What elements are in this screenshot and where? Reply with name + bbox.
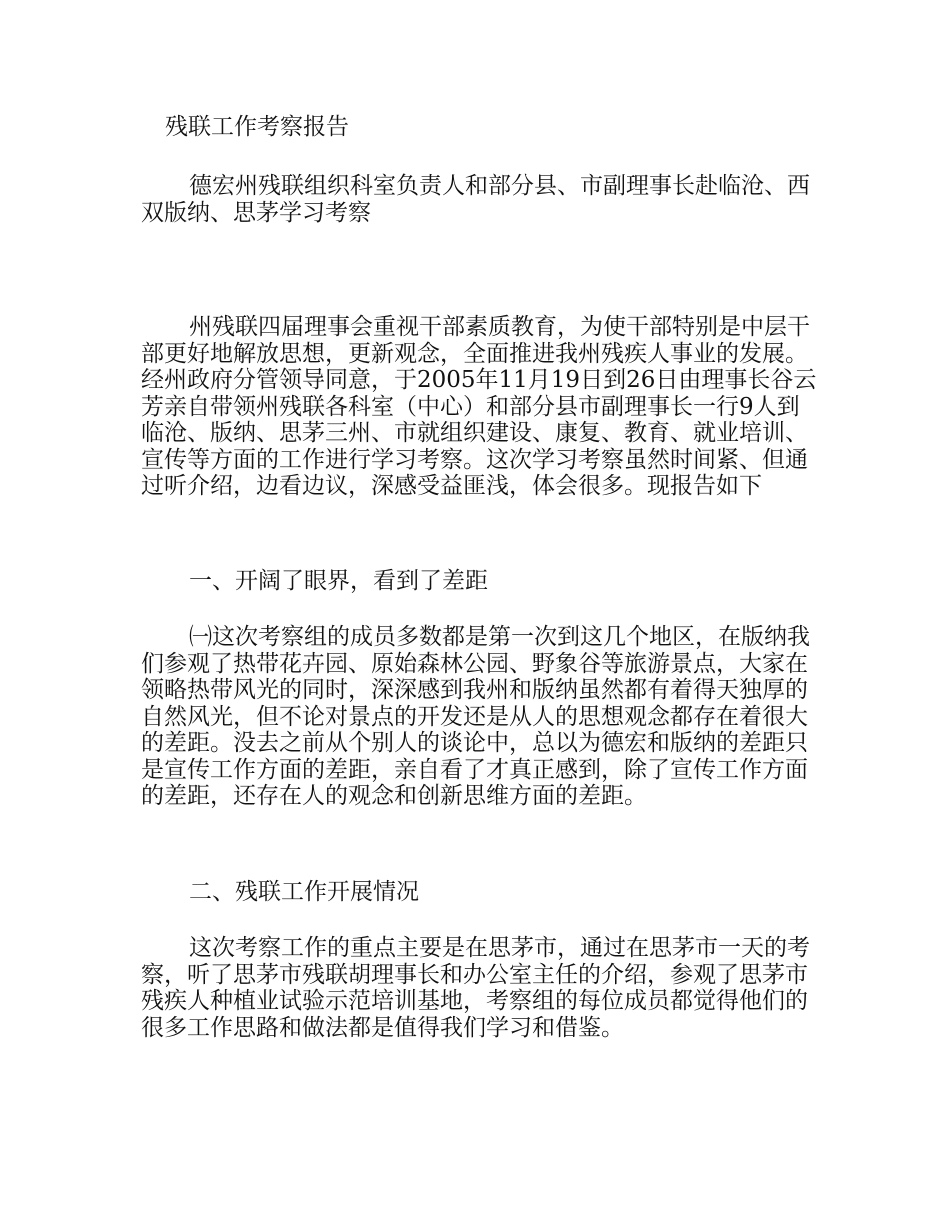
- document-title: 残联工作考察报告: [165, 114, 349, 140]
- paragraph-section-2: 这次考察工作的重点主要是在思茅市，通过在思茅市一天的考察，听了思茅市残联胡理事长和办公室主任的介绍，参观了思茅市残疾人种植业试验示范培训基地，考察组的每位成员都觉得他们的很多工作思路和做法都是值得我们学习和借鉴。: [141, 935, 810, 1041]
- document-subtitle: 德宏州残联组织科室负责人和部分县、市副理事长赴临沧、西双版纳、思茅学习考察: [141, 173, 810, 226]
- paragraph-intro: 州残联四届理事会重视干部素质教育，为使干部特别是中层干部更好地解放思想，更新观念，全面推进我州残疾人事业的发展。经州政府分管领导同意，于2005年11月19日到26日由理事长谷云芳亲自带领州残联各科室（中心）和部分县市副理事长一行9人到临沧、版纳、思茅三州、市就组织建设、康复、教育、就业培训、宣传等方面的工作进行学习考察。这次学习考察虽然时间紧、但通过听介绍，边看边议，深感受益匪浅，体会很多。现报告如下: [141, 314, 817, 499]
- paragraph-section-1: ㈠这次考察组的成员多数都是第一次到这几个地区，在版纳我们参观了热带花卉园、原始森林公园、野象谷等旅游景点，大家在领略热带风光的同时，深深感到我州和版纳虽然都有着得天独厚的自然风光，但不论对景点的开发还是从人的思想观念都存在着很大的差距。没去之前从个别人的谈论中，总以为德宏和版纳的差距只是宣传工作方面的差距，亲自看了才真正感到，除了宣传工作方面的差距，还存在人的观念和创新思维方面的差距。: [141, 624, 810, 809]
- section-heading-2: 二、残联工作开展情况: [189, 879, 419, 905]
- section-heading-1: 一、开阔了眼界，看到了差距: [189, 568, 488, 594]
